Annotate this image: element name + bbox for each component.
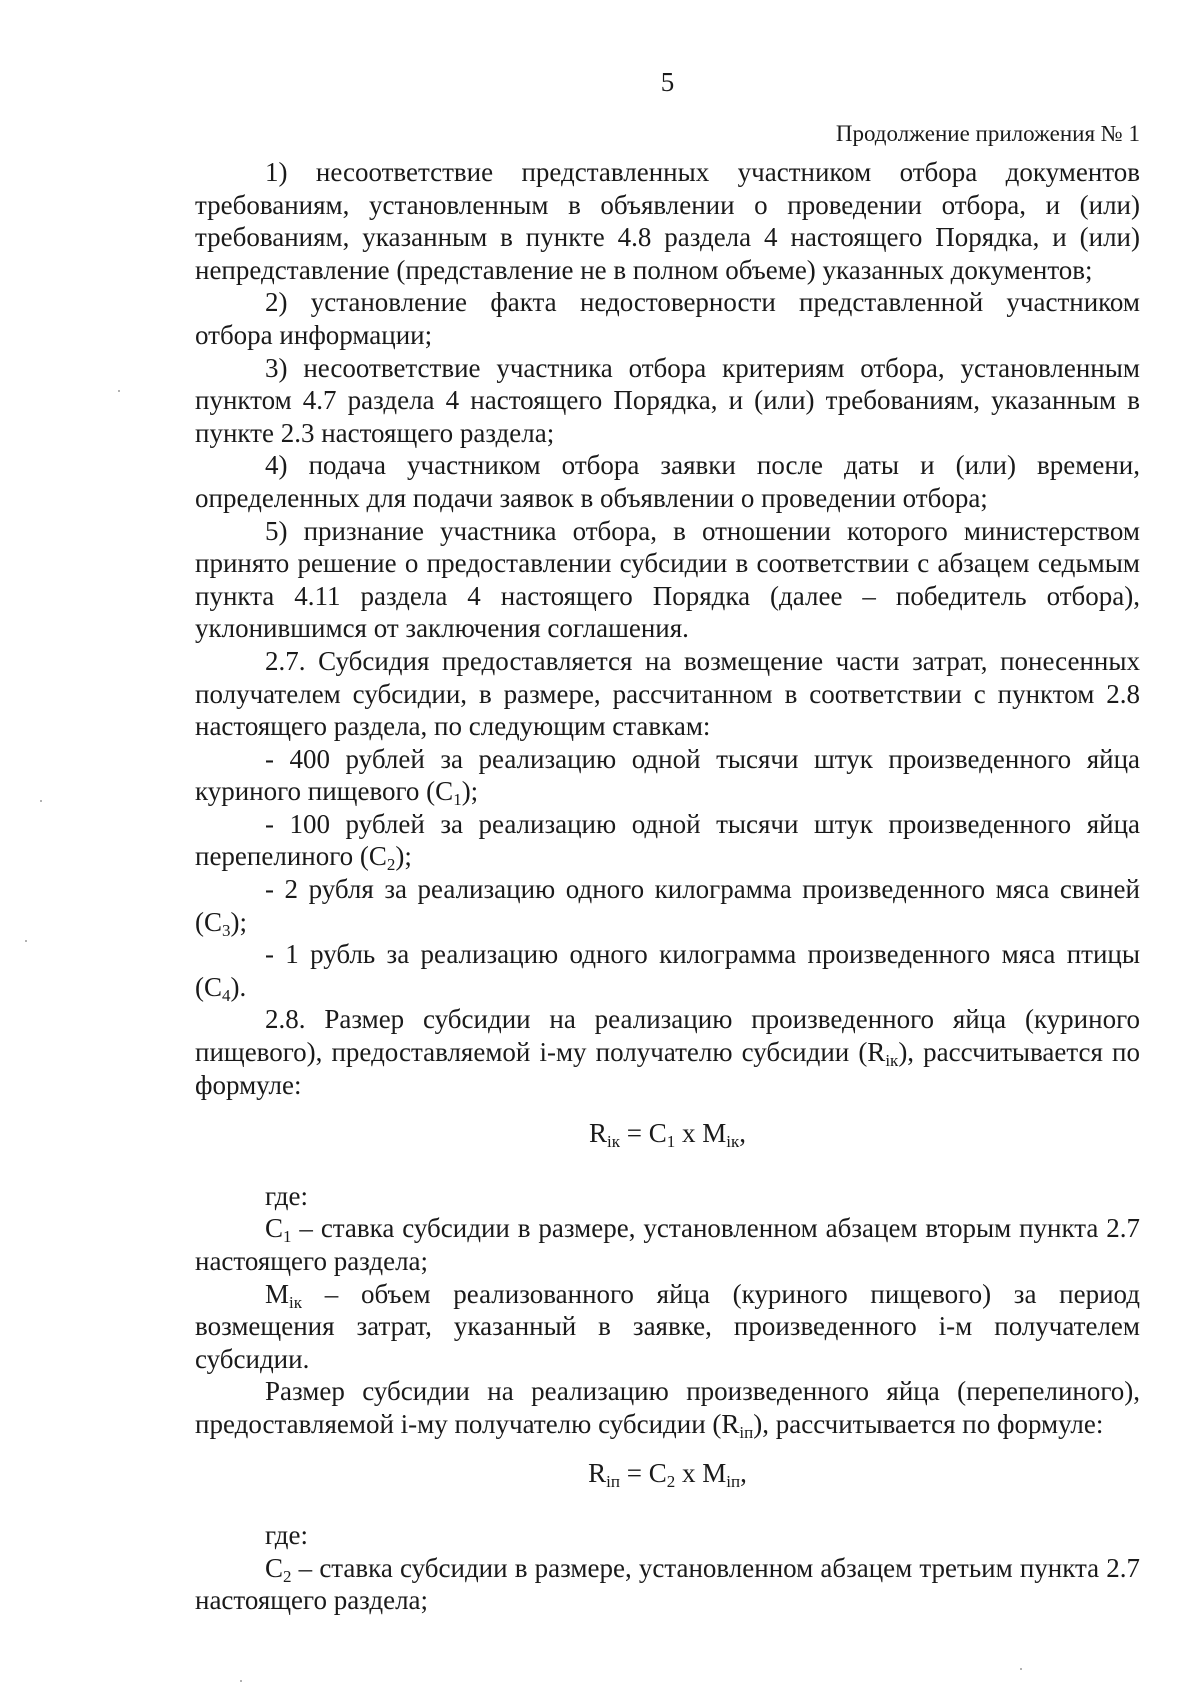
paragraph-item-2: 2) установление факта недостоверности представленной участником отбора информации; bbox=[195, 287, 1140, 350]
rate-poultry: - 1 рубль за реализацию одного килограмма произведенного мяса птицы $(C_4)$. bbox=[195, 939, 1140, 1005]
where-label-1: где: bbox=[265, 1180, 308, 1211]
paragraph-2-7: 2.7. Субсидия предоставляется на возмещение части затрат, понесенных получателем субсидии, в размере, рассчитанном в соответствии с пунктом 2.8 настоящего раздела, по следующим ставкам: bbox=[195, 645, 1140, 742]
scan-speck bbox=[40, 800, 42, 802]
definition-c1: $C_1$ – ставка субсидии в размере, установленном абзацем вторым пункта 2.7 настоящего раздела; bbox=[195, 1213, 1140, 1276]
paragraph-item-4: 4) подача участником отбора заявки после даты и (или) времени, определенных для подачи заявок в объявлении о проведении отбора; bbox=[195, 450, 1140, 513]
scan-speck bbox=[25, 940, 27, 942]
scan-speck bbox=[1020, 1668, 1022, 1670]
formula-chicken-egg: $R_{iк} = C_1$ x $M_{iк}$, bbox=[589, 1118, 746, 1152]
appendix-continuation-label: Продолжение приложения № 1 bbox=[835, 121, 1140, 146]
scan-speck bbox=[118, 390, 120, 392]
scan-speck bbox=[240, 1680, 242, 1682]
document-body bbox=[195, 156, 1140, 1617]
paragraph-item-5: 5) признание участника отбора, в отношении которого министерством принято решение о предоставлении субсидии в соответствии с абзацем седьмым пункта 4.11 раздела 4 настоящего Порядка (далее – победитель отбора), уклонившимся от заключения соглашения. bbox=[195, 515, 1140, 644]
definition-m-ik: $M_{iк}$ – объем реализованного яйца (куриного пищевого) за период возмещения затрат, указанный в заявке, произведенного i-м получателем субсидии. bbox=[195, 1278, 1140, 1374]
rate-quail-egg: - 100 рублей за реализацию одной тысячи штук произведенного яйца перепелиного $(C_2)$; bbox=[195, 808, 1140, 875]
page-number: 5 bbox=[660, 67, 675, 97]
paragraph-item-3: 3) несоответствие участника отбора критериям отбора, установленным пунктом 4.7 раздела 4 настоящего Порядка, и (или) требованиям, указанным в пункте 2.3 настоящего раздела; bbox=[195, 352, 1140, 448]
rate-pork: - 2 рубля за реализацию одного килограмма произведенного мяса свиней $(C_3)$; bbox=[195, 874, 1140, 940]
definition-c2: $C_2$ – ставка субсидии в размере, установленном абзацем третьим пункта 2.7 настоящего раздела; bbox=[195, 1552, 1140, 1616]
paragraph-quail-egg: Размер субсидии на реализацию произведенного яйца (перепелиного), предоставляемой i-му получателю субсидии $(R_{iп})$, рассчитывается по формуле: bbox=[195, 1376, 1140, 1442]
document-page bbox=[195, 0, 1140, 1708]
where-label-2: где: bbox=[265, 1520, 308, 1551]
rate-chicken-egg: - 400 рублей за реализацию одной тысячи штук произведенного яйца куриного пищевого $(C_1)$; bbox=[195, 743, 1140, 810]
paragraph-item-1: 1) несоответствие представленных участником отбора документов требованиям, установленным в объявлении о проведении отбора, и (или) требованиям, указанным в пункте 4.8 раздела 4 настоящего Порядка, и (или) непредставление (представление не в полном объеме) указанных документов; bbox=[195, 157, 1140, 285]
paragraph-2-8: 2.8. Размер субсидии на реализацию произведенного яйца (куриного пищевого), предоставляемой i-му получателю субсидии $(R_{iк})$, рассчитывается по формуле: bbox=[195, 1004, 1140, 1100]
formula-quail-egg: $R_{iп} = C_2$ x $M_{iп}$, bbox=[588, 1457, 747, 1491]
